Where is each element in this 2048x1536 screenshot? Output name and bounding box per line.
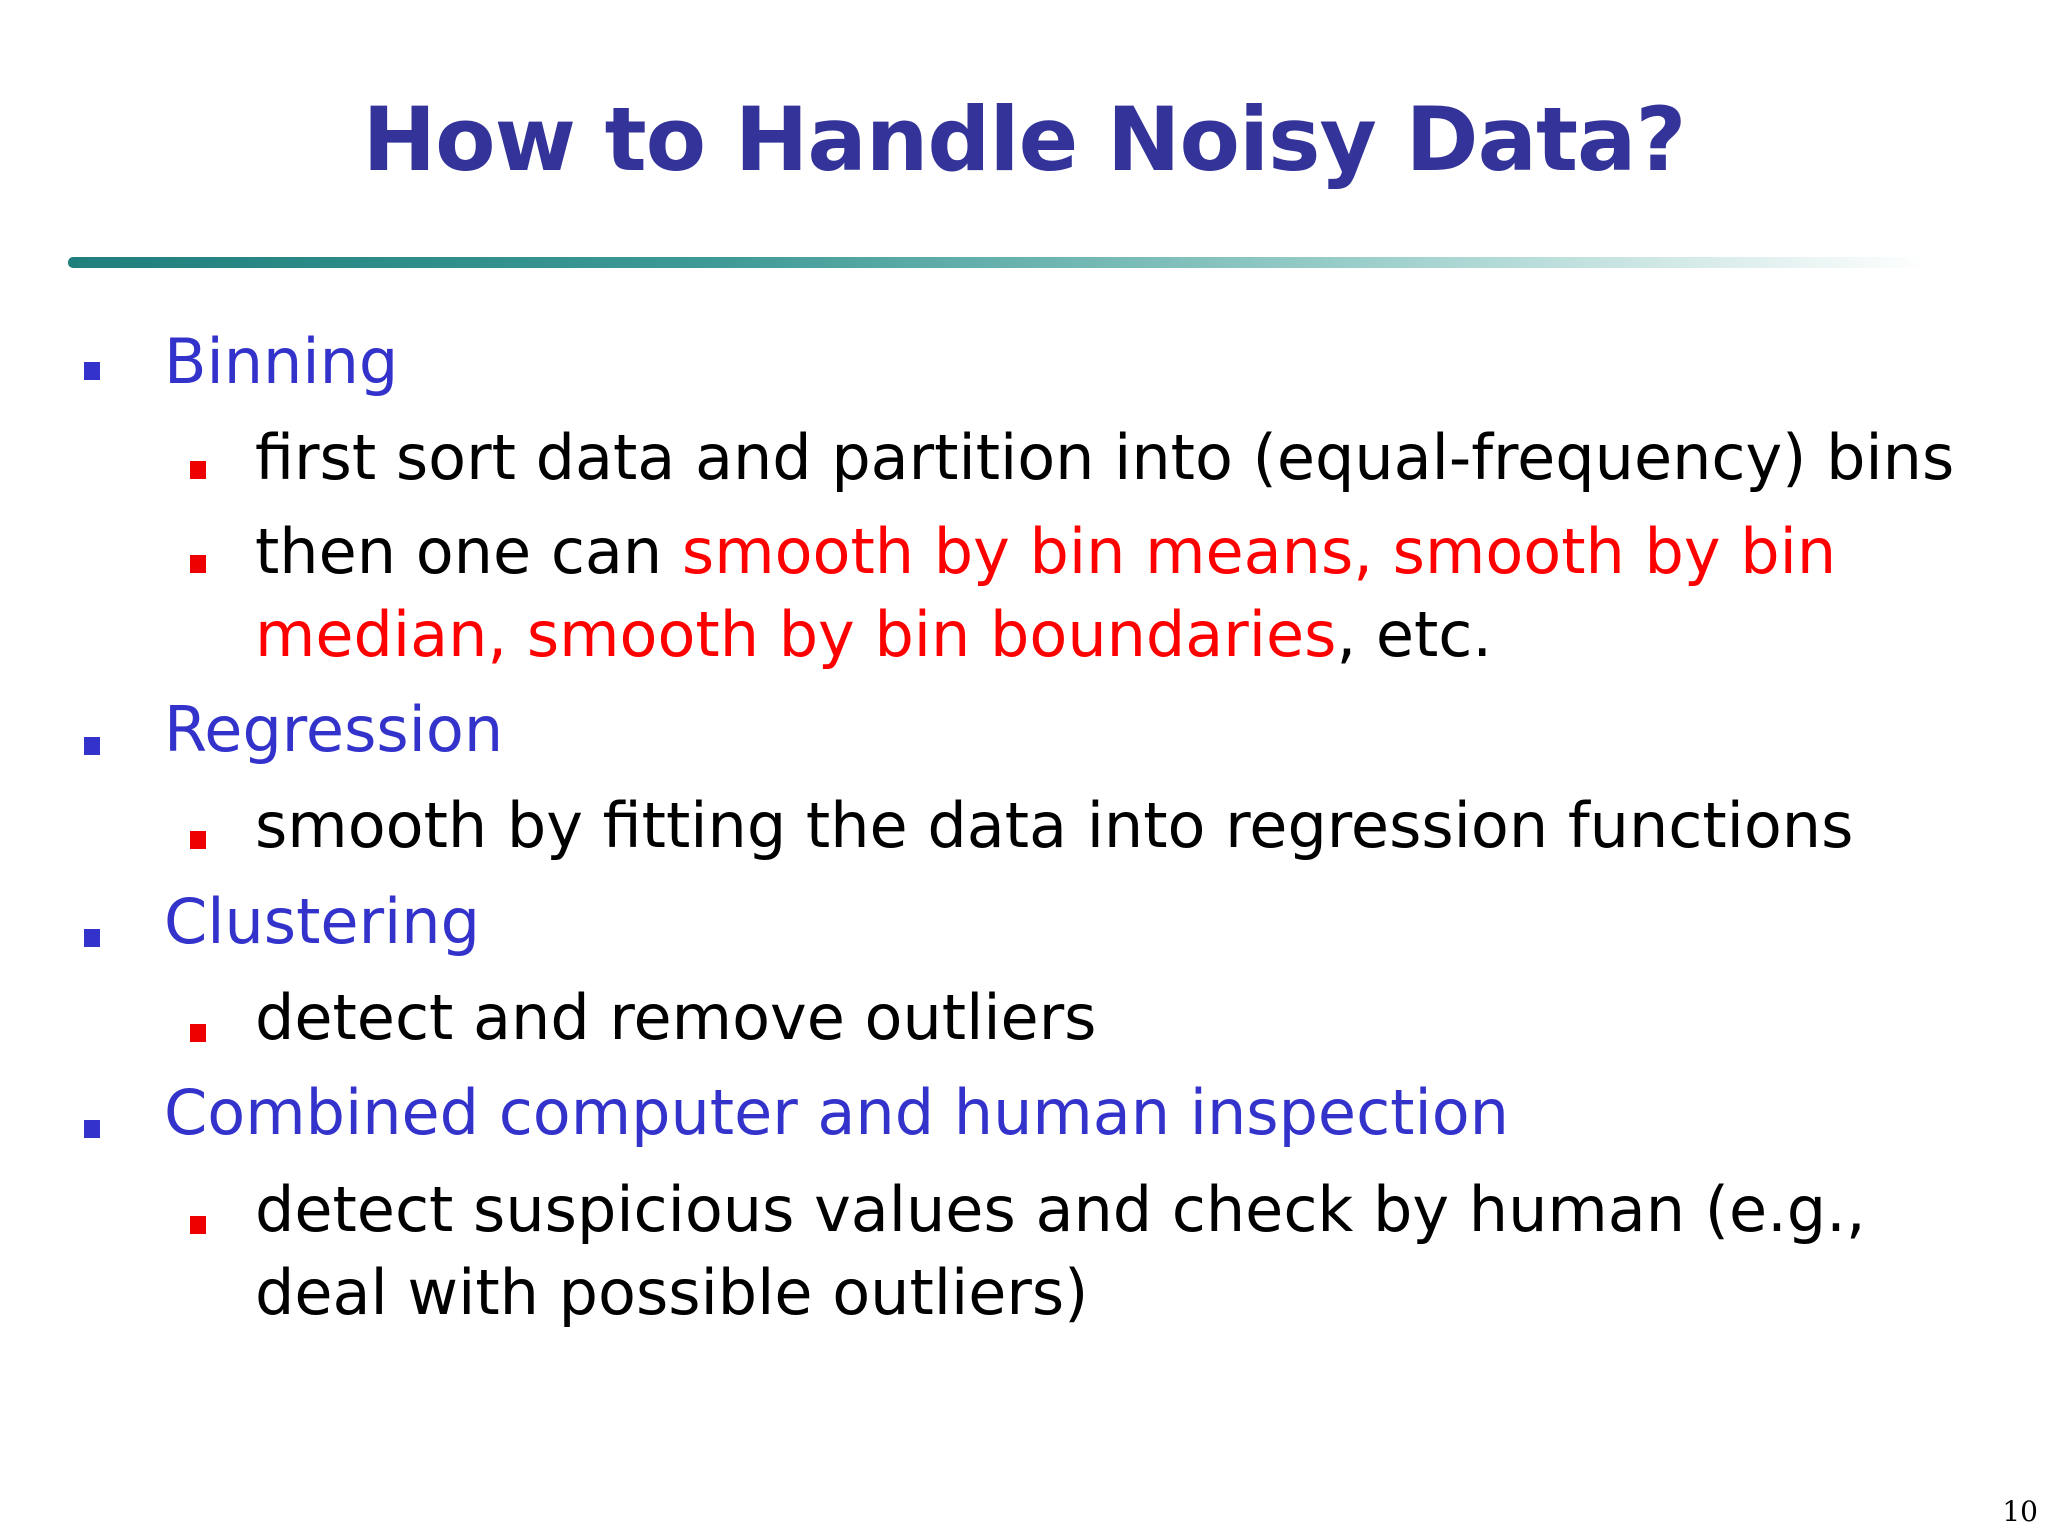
bullet-square-icon	[190, 461, 206, 479]
sub-bullet-binning-smooth-line2	[255, 593, 1492, 677]
bullet-square-icon	[190, 555, 206, 573]
sub-bullet-binning-smooth-line1	[255, 510, 1836, 594]
bullet-combined-inspection: Combined computer and human inspection	[164, 1076, 1509, 1149]
bullet-regression: Regression	[164, 693, 504, 766]
bullet-square-icon	[84, 362, 100, 380]
bullet-square-icon	[190, 1216, 206, 1234]
sub-bullet-combined-line1: detect suspicious values and check by human (e.g.,	[255, 1173, 1866, 1246]
bullet-clustering: Clustering	[164, 885, 480, 958]
slide-title: How to Handle Noisy Data?	[362, 88, 1686, 191]
smooth-intro-text: then one can	[255, 515, 682, 588]
sub-bullet-clustering-outliers: detect and remove outliers	[255, 981, 1097, 1054]
smooth-etc-text: , etc.	[1336, 598, 1493, 671]
bullet-square-icon	[190, 1024, 206, 1042]
smooth-methods-highlight: smooth by bin means, smooth by bin	[681, 515, 1837, 588]
bullet-square-icon	[84, 929, 100, 947]
bullet-square-icon	[84, 1120, 100, 1138]
smooth-methods-highlight-continued: median, smooth by bin boundaries	[255, 598, 1337, 671]
sub-bullet-binning-partition: first sort data and partition into (equal-frequency) bins	[255, 421, 1955, 494]
page-number: 10	[2002, 1495, 2038, 1528]
sub-bullet-regression-fit: smooth by fitting the data into regression functions	[255, 789, 1854, 862]
bullet-binning: Binning	[164, 325, 399, 398]
bullet-square-icon	[190, 831, 206, 849]
bullet-square-icon	[84, 737, 100, 755]
sub-bullet-combined-line2: deal with possible outliers)	[255, 1256, 1089, 1329]
